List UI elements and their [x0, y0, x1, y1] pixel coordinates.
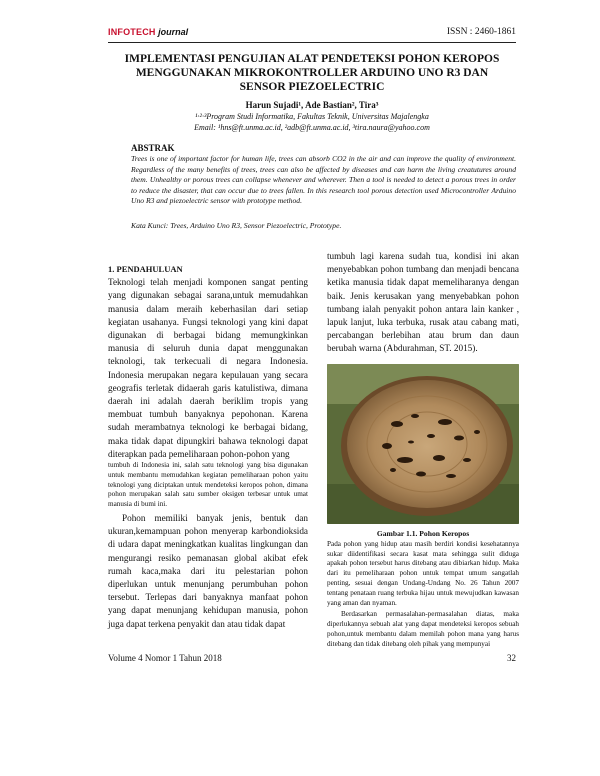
header-divider [108, 42, 516, 43]
paragraph-3: tumbuh lagi karena sudah tua, kondisi ini akan menyebabkan pohon tumbang dan menjadi bencana ketika manusia tidak dapat memeliharanya dengan baik. Jenis kerusakan yang menyebabkan pohon tumbang ialah penyakit pohon antara lain kanker , lapuk lanjut, luka terbuka, rusak atau cabang mati, percabangan berlebihan atau brum dan daun berubah warna (Abdurahman, ST. 2015). [327, 251, 519, 354]
journal-brand: INFOTECH [108, 27, 156, 37]
paragraph-2: Pohon memiliki banyak jenis, bentuk dan ukuran,kemampuan pohon menyerap karbondioksida di udara dapat meningkatkan kualitas lingkungan dan mengurangi resiko pemanasan global akibat efek rumah kaca,maka dari itu pelestarian pohon diperlukan untuk menunjang perumbuhan pohon tersebut. Terlepas dari banyaknya manfaat pohon yang dapat menunjang kehidupan manusia, pohon juga dapat terkena penyakit dan atau tidak dapat [108, 513, 308, 629]
page-number: 32 [507, 653, 516, 663]
paper-title [108, 52, 516, 94]
title-line-3: SENSOR PIEZOELECTRIC [239, 81, 385, 93]
left-column [108, 263, 308, 631]
figure-caption: Gambar 1.1. Pohon Keropos [376, 528, 470, 538]
paragraph-1-continued: tumbuh di Indonesia ini, salah satu teknologi yang bisa digunakan untuk membantu memudahkan kegiatan pemeliharaan pohon yaitu teknologi yang diciptakan untuk mendeteksi keropos pohon, dimana pohon merupakan salah satu sumber oksigen terbesar untuk umat manusia di bumi ini. [108, 461, 308, 509]
right-column [327, 250, 519, 650]
affiliation [108, 112, 516, 133]
section-heading: 1. PENDAHULUAN [108, 264, 183, 274]
paragraph-4: Pada pohon yang hidup atau masih berdiri kondisi kesehatannya sukar diidentifikasi secara kasat mata sehingga sulit diduga apakah pohon tersebut harus ditebang atau dibiarkan hidup. Maka dari itu pemeliharaan pohon untuk tempat umum sangatlah penting, sesuai dengan Undang-Undang No. 26 Tahun 2007 tentang penataan ruang terbuka hijau untuk mewujudkan kawasan yang aman dan nyaman. [327, 539, 519, 607]
abstract-text: Trees is one of important factor for human life, trees can absorb CO2 in the air and can improve the quality of environment. Regardless of the many benefits of trees, trees can also be affected by diseases and can harm the living creatutures around them. Unhealthy or porous trees can collapse whenever and wherever. Then a tool is needed to detect a porous trees in order to reduce the disaster, that can occur due to trees fallen. In this research tool porous detection used Microcontroller Arduino Uno R3 and piezoelectric sensor with prototype method. [131, 154, 516, 205]
footer-volume: Volume 4 Nomor 1 Tahun 2018 [108, 653, 222, 663]
abstract-heading: ABSTRAK [131, 143, 175, 153]
issn: ISSN : 2460-1861 [446, 27, 516, 37]
paragraph-1: Teknologi telah menjadi komponen sangat penting yang digunakan sebagai sarana,untuk memudahkan manusia dalam meraih keberhasilan dari setiap kegiatan usahanya. Fungsi teknologi yang kini dapat digunakan di berbagai bidang memungkinkan manusia di seluruh dunia dapat menggunakan teknologi, tak terkecuali di negara Indonesia. Indonesia merupakan negara kepulauan yang secara geografis terletak didaerah garis katulistiwa, dimana daerah ini adalah daerah beriklim tropis yang membuat tumbuh banyaknya pepohonan. Karena sudah merambatnya teknologi ke berbagai bidang, maka tidak dapat dipungkiri bahawa teknologi dapat diterapkan pada pemeliharaan pohon-pohon yang [108, 277, 308, 459]
authors: Harun Sujadi¹, Ade Bastian², Tira³ [245, 100, 379, 110]
paragraph-5: Berdasarkan permasalahan-permasalahan diatas, maka diperlukannya sebuah alat yang dapat mendeteksi keropos sebuah pohon,untuk membantu dalam memilah pohon mana yang harus ditebang dan tidak ditebang oleh pihak yang mempunyai [327, 610, 519, 648]
title-line-2: MENGGUNAKAN MIKROKONTROLLER ARDUINO UNO R3 DAN [135, 67, 489, 79]
journal-logo [108, 27, 188, 37]
tree-stump-image [327, 364, 519, 524]
page-header [108, 27, 516, 41]
title-line-1: IMPLEMENTASI PENGUJIAN ALAT PENDETEKSI POHON KEROPOS [124, 53, 500, 65]
journal-word: journal [155, 27, 189, 37]
affiliation-emails: Email: ¹hns@ft.unma.ac.id, ²adb@ft.unma.ac.id, ³tira.naura@yahoo.com [194, 122, 430, 132]
porous-tree-photo [327, 364, 519, 524]
keywords: Kata Kunci: Trees, Arduino Uno R3, Sensor Piezoelectric, Prototype. [131, 221, 342, 230]
affiliation-line-1: ¹·²·³Program Studi Informatika, Fakultas Teknik, Universitas Majalengka [195, 112, 429, 121]
